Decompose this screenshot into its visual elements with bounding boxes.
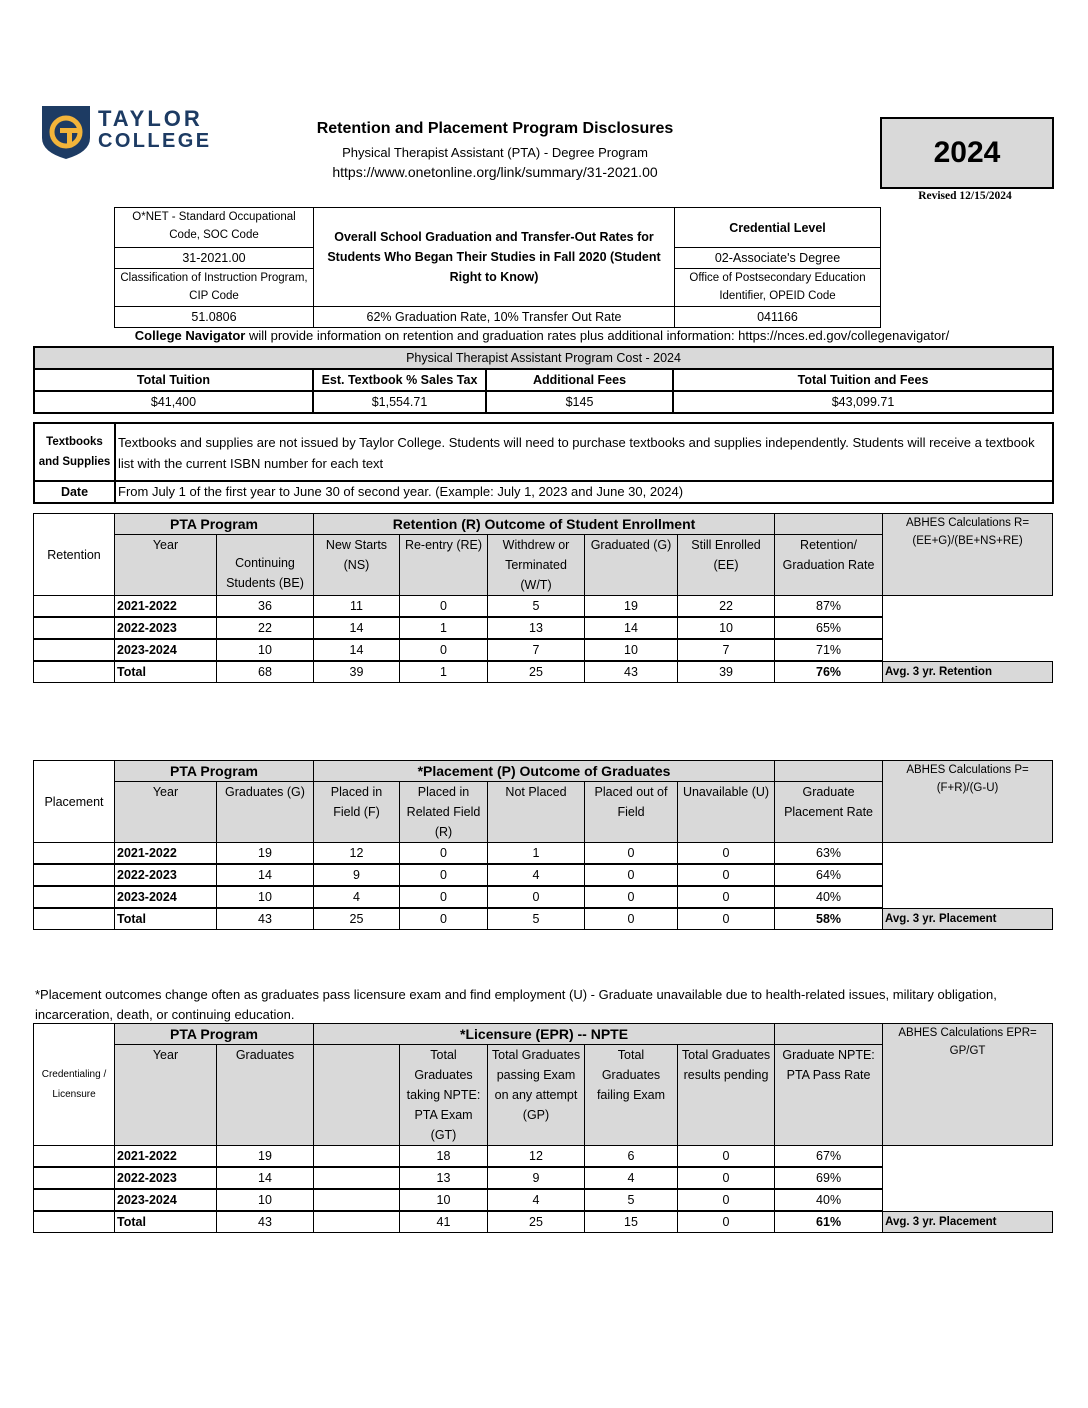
licensure-total-cell: 43 bbox=[217, 1212, 314, 1233]
retention-table-cell: 7 bbox=[678, 640, 775, 661]
placement-footnote: *Placement outcomes change often as graduates pass licensure exam and find employment (U) - Graduate unavailable due to health-related issues, military obligation, incarceration, death, or continuing education. bbox=[35, 987, 997, 1022]
retention-table-cell: 2023-2024 bbox=[115, 640, 217, 661]
licensure-column-header: Total Graduates taking NPTE: PTA Exam (GT) bbox=[400, 1045, 488, 1146]
cip-value: 51.0806 bbox=[115, 307, 314, 328]
licensure-column-header: Graduates bbox=[217, 1045, 314, 1146]
placement-empty-cell bbox=[883, 865, 1053, 886]
licensure-table bbox=[33, 1023, 1053, 1233]
cost-header: Additional Fees bbox=[486, 369, 673, 391]
licensure-column-header: Total Graduates passing Exam on any attempt (GP) bbox=[488, 1045, 585, 1146]
revised-date: Revised 12/15/2024 bbox=[918, 190, 1012, 202]
page-subtitle: Physical Therapist Assistant (PTA) - Degree Program bbox=[342, 145, 648, 160]
retention-column-header: Re-entry (RE) bbox=[400, 535, 488, 596]
retention-column-header: Still Enrolled (EE) bbox=[678, 535, 775, 596]
placement-blank-header bbox=[775, 761, 883, 782]
cost-value: $41,400 bbox=[34, 391, 313, 413]
retention-empty-cell bbox=[883, 596, 1053, 617]
placement-table-cell: 64% bbox=[775, 865, 883, 886]
date-text: From July 1 of the first year to June 30 of second year. (Example: July 1, 2023 and June 30, 2024) bbox=[115, 481, 1053, 503]
cost-header: Total Tuition and Fees bbox=[673, 369, 1053, 391]
retention-table-cell: 11 bbox=[314, 596, 400, 617]
licensure-avg-label: Avg. 3 yr. Placement bbox=[883, 1212, 1053, 1233]
onet-value: 31-2021.00 bbox=[115, 248, 314, 269]
licensure-table-cell: 10 bbox=[217, 1190, 314, 1211]
placement-side-label: Placement bbox=[34, 761, 115, 843]
credential-value: 02-Associate's Degree bbox=[675, 248, 881, 269]
licensure-total-cell: 41 bbox=[400, 1212, 488, 1233]
placement-table-cell: 2022-2023 bbox=[115, 865, 217, 886]
licensure-program-title: PTA Program bbox=[115, 1024, 314, 1045]
retention-column-header: New Starts (NS) bbox=[314, 535, 400, 596]
onet-link[interactable]: https://www.onetonline.org/link/summary/31-2021.00 bbox=[332, 164, 658, 180]
placement-table-cell: 4 bbox=[488, 865, 585, 886]
licensure-table-cell bbox=[314, 1146, 400, 1167]
licensure-table-cell: 2021-2022 bbox=[115, 1146, 217, 1167]
placement-column-header: Placed in Related Field (R) bbox=[400, 782, 488, 843]
licensure-total-cell: 25 bbox=[488, 1212, 585, 1233]
retention-table-cell: 2021-2022 bbox=[115, 596, 217, 617]
placement-table-cell: 0 bbox=[400, 865, 488, 886]
retention-column-header: Retention/ Graduation Rate bbox=[775, 535, 883, 596]
retention-row-spacer bbox=[34, 662, 115, 683]
opeid-value: 041166 bbox=[675, 307, 881, 328]
licensure-table-cell: 4 bbox=[585, 1168, 678, 1189]
placement-column-header: Year bbox=[115, 782, 217, 843]
textbooks-label: Textbooks and Supplies bbox=[34, 423, 115, 481]
retention-total-cell: 39 bbox=[314, 662, 400, 683]
retention-row-spacer bbox=[34, 596, 115, 617]
college-shield-icon bbox=[40, 104, 92, 160]
placement-empty-cell bbox=[883, 887, 1053, 908]
retention-table-cell: 10 bbox=[585, 640, 678, 661]
retention-total-cell: Total bbox=[115, 662, 217, 683]
placement-table-cell: 63% bbox=[775, 843, 883, 864]
textbooks-text: Textbooks and supplies are not issued by Taylor College. Students will need to purchase textbooks and supplies independently. Students will receive a textbook list with the current ISBN number for each text bbox=[115, 423, 1053, 481]
codes-table bbox=[114, 207, 881, 328]
placement-table-cell: 10 bbox=[217, 887, 314, 908]
licensure-table-cell: 0 bbox=[678, 1146, 775, 1167]
cip-label: Classification of Instruction Program, CIP Code bbox=[115, 269, 314, 307]
retention-column-header: Continuing Students (BE) bbox=[217, 535, 314, 596]
cost-value: $145 bbox=[486, 391, 673, 413]
retention-total-cell: 43 bbox=[585, 662, 678, 683]
licensure-table-cell: 2023-2024 bbox=[115, 1190, 217, 1211]
retention-table-cell: 10 bbox=[678, 618, 775, 639]
placement-total-cell: 58% bbox=[775, 909, 883, 930]
placement-column-header: Unavailable (U) bbox=[678, 782, 775, 843]
licensure-table-cell: 13 bbox=[400, 1168, 488, 1189]
licensure-column-header: Total Graduates results pending bbox=[678, 1045, 775, 1146]
navigator-bold: College Navigator bbox=[134, 328, 246, 343]
licensure-total-cell bbox=[314, 1212, 400, 1233]
placement-table-cell: 0 bbox=[585, 843, 678, 864]
retention-table-cell: 14 bbox=[585, 618, 678, 639]
licensure-empty-cell bbox=[883, 1146, 1053, 1167]
date-label: Date bbox=[34, 481, 115, 503]
retention-empty-cell bbox=[883, 640, 1053, 661]
logo-text-line1: TAYLOR bbox=[98, 106, 203, 131]
retention-total-cell: 39 bbox=[678, 662, 775, 683]
placement-total-cell: 0 bbox=[678, 909, 775, 930]
retention-table-cell: 13 bbox=[488, 618, 585, 639]
retention-table-cell: 2022-2023 bbox=[115, 618, 217, 639]
placement-column-header: Not Placed bbox=[488, 782, 585, 843]
licensure-table-cell: 2022-2023 bbox=[115, 1168, 217, 1189]
retention-table bbox=[33, 513, 1053, 683]
placement-table-cell: 12 bbox=[314, 843, 400, 864]
retention-program-title: PTA Program bbox=[115, 514, 314, 535]
retention-row-spacer bbox=[34, 640, 115, 661]
rates-title: Overall School Graduation and Transfer-Out Rates for Students Who Began Their Studies in Fall 2020 (Student Right to Know) bbox=[314, 208, 675, 307]
placement-table-cell: 0 bbox=[678, 887, 775, 908]
year-box: 2024 bbox=[880, 117, 1054, 189]
retention-total-cell: 1 bbox=[400, 662, 488, 683]
onet-label: O*NET - Standard Occupational Code, SOC Code bbox=[115, 208, 314, 248]
licensure-side-label: Credentialing / Licensure bbox=[34, 1024, 115, 1146]
placement-column-header: Placed out of Field bbox=[585, 782, 678, 843]
placement-row-spacer bbox=[34, 909, 115, 930]
cost-header: Total Tuition bbox=[34, 369, 313, 391]
placement-empty-cell bbox=[883, 843, 1053, 864]
cost-value: $1,554.71 bbox=[313, 391, 486, 413]
credential-label: Credential Level bbox=[675, 208, 881, 248]
licensure-row-spacer bbox=[34, 1212, 115, 1233]
retention-total-cell: 68 bbox=[217, 662, 314, 683]
placement-table-cell: 14 bbox=[217, 865, 314, 886]
placement-table-cell: 0 bbox=[585, 865, 678, 886]
retention-avg-label: Avg. 3 yr. Retention bbox=[883, 662, 1053, 683]
retention-table-cell: 71% bbox=[775, 640, 883, 661]
placement-table-cell: 9 bbox=[314, 865, 400, 886]
licensure-table-cell: 9 bbox=[488, 1168, 585, 1189]
cost-header: Est. Textbook % Sales Tax bbox=[313, 369, 486, 391]
rates-value: 62% Graduation Rate, 10% Transfer Out Rate bbox=[314, 307, 675, 328]
placement-table-cell: 1 bbox=[488, 843, 585, 864]
licensure-group-title: *Licensure (EPR) -- NPTE bbox=[314, 1024, 775, 1045]
retention-table-cell: 5 bbox=[488, 596, 585, 617]
licensure-table-cell bbox=[314, 1168, 400, 1189]
retention-table-cell: 22 bbox=[678, 596, 775, 617]
cost-title: Physical Therapist Assistant Program Cost - 2024 bbox=[34, 347, 1053, 369]
retention-column-header: Year bbox=[115, 535, 217, 596]
licensure-total-cell: Total bbox=[115, 1212, 217, 1233]
retention-table-cell: 65% bbox=[775, 618, 883, 639]
licensure-table-cell: 18 bbox=[400, 1146, 488, 1167]
retention-column-header: Graduated (G) bbox=[585, 535, 678, 596]
placement-total-cell: 43 bbox=[217, 909, 314, 930]
licensure-row-spacer bbox=[34, 1168, 115, 1189]
licensure-table-cell: 0 bbox=[678, 1168, 775, 1189]
logo-text-line2: COLLEGE bbox=[98, 130, 212, 152]
retention-table-cell: 7 bbox=[488, 640, 585, 661]
licensure-table-cell: 5 bbox=[585, 1190, 678, 1211]
licensure-column-header: Graduate NPTE: PTA Pass Rate bbox=[775, 1045, 883, 1146]
retention-empty-cell bbox=[883, 618, 1053, 639]
retention-blank-header bbox=[775, 514, 883, 535]
licensure-row-spacer bbox=[34, 1146, 115, 1167]
placement-table-cell: 0 bbox=[400, 887, 488, 908]
placement-abhes-formula: ABHES Calculations P=(F+R)/(G-U) bbox=[883, 761, 1053, 843]
placement-total-cell: 0 bbox=[585, 909, 678, 930]
placement-table-cell: 0 bbox=[488, 887, 585, 908]
retention-table-cell: 0 bbox=[400, 640, 488, 661]
retention-table-cell: 22 bbox=[217, 618, 314, 639]
retention-table-cell: 87% bbox=[775, 596, 883, 617]
placement-table-cell: 19 bbox=[217, 843, 314, 864]
placement-column-header: Graduates (G) bbox=[217, 782, 314, 843]
licensure-table-cell: 0 bbox=[678, 1190, 775, 1211]
retention-total-cell: 25 bbox=[488, 662, 585, 683]
placement-row-spacer bbox=[34, 865, 115, 886]
placement-table-cell: 40% bbox=[775, 887, 883, 908]
licensure-table-cell: 12 bbox=[488, 1146, 585, 1167]
placement-table-cell: 0 bbox=[585, 887, 678, 908]
licensure-table-cell: 14 bbox=[217, 1168, 314, 1189]
licensure-table-cell: 69% bbox=[775, 1168, 883, 1189]
placement-avg-label: Avg. 3 yr. Placement bbox=[883, 909, 1053, 930]
placement-group-title: *Placement (P) Outcome of Graduates bbox=[314, 761, 775, 782]
placement-column-header: Placed in Field (F) bbox=[314, 782, 400, 843]
college-navigator-note bbox=[32, 328, 1052, 343]
retention-table-cell: 14 bbox=[314, 618, 400, 639]
placement-table bbox=[33, 760, 1053, 930]
retention-row-spacer bbox=[34, 618, 115, 639]
placement-column-header: Graduate Placement Rate bbox=[775, 782, 883, 843]
licensure-empty-cell bbox=[883, 1190, 1053, 1211]
retention-table-cell: 19 bbox=[585, 596, 678, 617]
licensure-total-cell: 15 bbox=[585, 1212, 678, 1233]
retention-column-header: Withdrew or Terminated (W/T) bbox=[488, 535, 585, 596]
retention-table-cell: 36 bbox=[217, 596, 314, 617]
retention-table-cell: 1 bbox=[400, 618, 488, 639]
placement-row-spacer bbox=[34, 843, 115, 864]
licensure-empty-cell bbox=[883, 1168, 1053, 1189]
licensure-abhes-formula: ABHES Calculations EPR= GP/GT bbox=[883, 1024, 1053, 1146]
licensure-total-cell: 61% bbox=[775, 1212, 883, 1233]
cost-value: $43,099.71 bbox=[673, 391, 1053, 413]
placement-program-title: PTA Program bbox=[115, 761, 314, 782]
retention-group-title: Retention (R) Outcome of Student Enrollment bbox=[314, 514, 775, 535]
placement-total-cell: 5 bbox=[488, 909, 585, 930]
licensure-blank-header bbox=[775, 1024, 883, 1045]
licensure-total-cell: 0 bbox=[678, 1212, 775, 1233]
placement-table-cell: 2023-2024 bbox=[115, 887, 217, 908]
opeid-label: Office of Postsecondary Education Identifier, OPEID Code bbox=[675, 269, 881, 307]
licensure-column-header: Year bbox=[115, 1045, 217, 1146]
navigator-text: will provide information on retention and graduation rates plus additional information: https://nces.ed.gov/collegenavigator/ bbox=[245, 328, 950, 343]
licensure-column-header bbox=[314, 1045, 400, 1146]
retention-table-cell: 0 bbox=[400, 596, 488, 617]
licensure-row-spacer bbox=[34, 1190, 115, 1211]
licensure-table-cell bbox=[314, 1190, 400, 1211]
retention-side-label: Retention bbox=[34, 514, 115, 596]
licensure-table-cell: 40% bbox=[775, 1190, 883, 1211]
placement-table-cell: 4 bbox=[314, 887, 400, 908]
licensure-table-cell: 4 bbox=[488, 1190, 585, 1211]
retention-table-cell: 14 bbox=[314, 640, 400, 661]
placement-total-cell: Total bbox=[115, 909, 217, 930]
retention-total-cell: 76% bbox=[775, 662, 883, 683]
retention-abhes-formula: ABHES Calculations R=(EE+G)/(BE+NS+RE) bbox=[883, 514, 1053, 596]
placement-row-spacer bbox=[34, 887, 115, 908]
licensure-table-cell: 10 bbox=[400, 1190, 488, 1211]
placement-table-cell: 0 bbox=[400, 843, 488, 864]
licensure-table-cell: 6 bbox=[585, 1146, 678, 1167]
licensure-table-cell: 19 bbox=[217, 1146, 314, 1167]
licensure-column-header: Total Graduates failing Exam bbox=[585, 1045, 678, 1146]
textbooks-table bbox=[33, 422, 1054, 504]
taylor-college-logo bbox=[40, 104, 220, 160]
placement-table-cell: 0 bbox=[678, 865, 775, 886]
placement-total-cell: 0 bbox=[400, 909, 488, 930]
placement-table-cell: 2021-2022 bbox=[115, 843, 217, 864]
licensure-table-cell: 67% bbox=[775, 1146, 883, 1167]
placement-total-cell: 25 bbox=[314, 909, 400, 930]
cost-table bbox=[33, 346, 1054, 414]
retention-table-cell: 10 bbox=[217, 640, 314, 661]
placement-table-cell: 0 bbox=[678, 843, 775, 864]
page-title: Retention and Placement Program Disclosures bbox=[316, 120, 674, 137]
